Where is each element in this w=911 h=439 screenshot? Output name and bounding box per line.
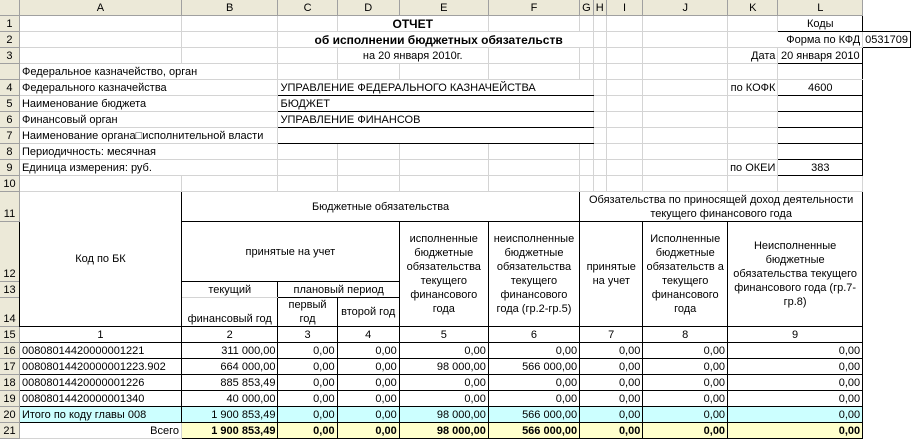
column-header-a[interactable]: A — [19, 0, 181, 16]
periodicity-label: Периодичность: месячная — [19, 144, 278, 160]
bk-code-cell[interactable]: 00808014420000001340 — [19, 391, 181, 407]
row-header[interactable]: 9 — [0, 160, 19, 176]
fin-org-label: Финансовый орган — [19, 112, 278, 128]
row-header[interactable]: 16 — [0, 343, 19, 359]
unexecuted2-header: Неисполненные бюджетные обязательства текущего финансового года (гр.7-гр.8) — [728, 222, 863, 327]
current-year-header-2: финансовый год — [181, 298, 278, 327]
row-header[interactable]: 6 — [0, 112, 19, 128]
accepted-header: принятые на учет — [181, 222, 399, 282]
subtotal-row — [0, 407, 911, 423]
column-header-f[interactable]: F — [488, 0, 579, 16]
value-cell[interactable]: 0,00 — [488, 343, 579, 359]
exec-org-value[interactable] — [278, 128, 593, 144]
okei-label: по ОКЕИ — [728, 160, 778, 176]
col-number: 9 — [728, 327, 863, 343]
unit-label: Единица измерения: руб. — [19, 160, 278, 176]
forma-value[interactable]: 0531709 — [863, 32, 911, 48]
value-cell[interactable]: 885 853,49 — [181, 375, 278, 391]
column-header-row — [0, 0, 911, 16]
executed-header: исполненные бюджетные обязательства текущего финансового года — [399, 222, 488, 327]
column-header-k[interactable]: K — [728, 0, 778, 16]
row-header[interactable]: 21 — [0, 423, 19, 439]
value-cell[interactable]: 0,00 — [399, 343, 488, 359]
sheet-row — [0, 32, 911, 48]
total-cell[interactable]: 1 900 853,49 — [181, 423, 278, 439]
row-header[interactable]: 20 — [0, 407, 19, 423]
sheet-row — [0, 128, 911, 144]
col-number: 7 — [580, 327, 643, 343]
value-cell[interactable]: 0,00 — [580, 391, 643, 407]
total-cell[interactable]: 0,00 — [643, 423, 728, 439]
info-fk-value[interactable]: УПРАВЛЕНИЕ ФЕДЕРАЛЬНОГО КАЗНАЧЕЙСТВА — [278, 80, 593, 96]
total-row — [0, 423, 911, 439]
value-cell[interactable]: 0,00 — [278, 359, 337, 375]
budget-name-value[interactable]: БЮДЖЕТ — [278, 96, 593, 112]
table-row — [0, 359, 911, 375]
value-cell[interactable]: 566 000,00 — [488, 359, 579, 375]
info-fk-label-2: Федерального казначейства — [19, 80, 278, 96]
first-year-header: первый год — [278, 298, 337, 327]
row-header[interactable]: 1 — [0, 16, 19, 32]
column-header-e[interactable]: E — [399, 0, 488, 16]
column-header-l[interactable]: L — [778, 0, 863, 16]
row-header[interactable]: 5 — [0, 96, 19, 112]
date-value[interactable]: 20 января 2010 — [778, 48, 863, 64]
codes-header: Коды — [778, 16, 863, 32]
column-header-c[interactable]: C — [278, 0, 337, 16]
value-cell[interactable]: 0,00 — [643, 343, 728, 359]
income-obl-header: Обязательства по приносящей доход деятельности текущего финансового года — [580, 192, 863, 222]
second-year-header: второй год — [337, 298, 399, 327]
row-header[interactable]: 15 — [0, 327, 19, 343]
value-cell[interactable]: 0,00 — [337, 359, 399, 375]
row-header[interactable]: 13 — [0, 282, 19, 298]
exec-org-label: Наименование органа□исполнительной власти — [19, 128, 278, 144]
value-cell[interactable]: 0,00 — [728, 343, 863, 359]
column-header-j[interactable]: J — [643, 0, 728, 16]
value-cell[interactable]: 98 000,00 — [399, 359, 488, 375]
subtotal-cell[interactable]: 0,00 — [337, 407, 399, 423]
report-title: ОТЧЕТ — [337, 16, 488, 32]
value-cell[interactable]: 40 000,00 — [181, 391, 278, 407]
subtotal-cell[interactable]: 0,00 — [728, 407, 863, 423]
subtotal-cell[interactable]: 566 000,00 — [488, 407, 579, 423]
bk-code-cell[interactable]: 00808014420000001226 — [19, 375, 181, 391]
row-header[interactable]: 10 — [0, 176, 19, 192]
info-fk-label: Федеральное казначейство, орган — [19, 64, 278, 80]
row-header[interactable]: 7 — [0, 128, 19, 144]
table-row — [0, 391, 911, 407]
subtotal-cell[interactable]: 98 000,00 — [399, 407, 488, 423]
row-header[interactable]: 17 — [0, 359, 19, 375]
total-label[interactable]: Всего — [19, 423, 181, 439]
sheet-row — [0, 64, 911, 80]
accepted2-header: принятые на учет — [580, 222, 643, 327]
value-cell[interactable]: 0,00 — [728, 375, 863, 391]
row-header[interactable]: 12 — [0, 222, 19, 282]
bk-code-cell[interactable]: 00808014420000001223.902 — [19, 359, 181, 375]
date-label: Дата — [728, 48, 778, 64]
column-header-h[interactable]: H — [593, 0, 606, 16]
table-row — [0, 343, 911, 359]
sheet-row — [0, 80, 911, 96]
subtotal-label[interactable]: Итого по коду главы 008 — [19, 407, 181, 423]
current-year-header: текущий — [181, 282, 278, 298]
value-cell[interactable]: 0,00 — [399, 375, 488, 391]
subtotal-cell[interactable]: 0,00 — [643, 407, 728, 423]
total-cell[interactable]: 0,00 — [728, 423, 863, 439]
subtotal-cell[interactable]: 1 900 853,49 — [181, 407, 278, 423]
value-cell[interactable]: 0,00 — [728, 359, 863, 375]
unexecuted-header: неисполненные бюджетные обязательства текущего финансового года (гр.2-гр.5) — [488, 222, 579, 327]
value-cell[interactable]: 311 000,00 — [181, 343, 278, 359]
fin-org-value[interactable]: УПРАВЛЕНИЕ ФИНАНСОВ — [278, 112, 593, 128]
subtotal-cell[interactable]: 0,00 — [580, 407, 643, 423]
total-cell[interactable]: 98 000,00 — [399, 423, 488, 439]
total-cell[interactable]: 0,00 — [278, 423, 337, 439]
budget-name-label: Наименование бюджета — [19, 96, 278, 112]
executed2-header: Исполненные бюджетные обязательств а текущего финансового года — [643, 222, 728, 327]
kofk-label: по КОФК — [728, 80, 778, 96]
col-number: 5 — [399, 327, 488, 343]
sheet-row — [0, 327, 911, 343]
plan-period-header: плановый период — [278, 282, 399, 298]
row-header[interactable]: 18 — [0, 375, 19, 391]
value-cell[interactable]: 664 000,00 — [181, 359, 278, 375]
total-cell[interactable]: 0,00 — [580, 423, 643, 439]
sheet-row — [0, 16, 911, 32]
column-header-b[interactable]: B — [181, 0, 278, 16]
value-cell[interactable]: 0,00 — [643, 359, 728, 375]
row-header[interactable]: 8 — [0, 144, 19, 160]
col-number: 2 — [181, 327, 278, 343]
table-row — [0, 375, 911, 391]
value-cell[interactable]: 0,00 — [580, 359, 643, 375]
value-cell[interactable]: 0,00 — [278, 375, 337, 391]
value-cell[interactable]: 0,00 — [643, 375, 728, 391]
kofk-value[interactable]: 4600 — [778, 80, 863, 96]
value-cell[interactable]: 0,00 — [337, 343, 399, 359]
total-cell[interactable]: 0,00 — [337, 423, 399, 439]
value-cell[interactable]: 0,00 — [728, 391, 863, 407]
sheet-row — [0, 48, 911, 64]
value-cell[interactable]: 0,00 — [399, 391, 488, 407]
sheet-row — [0, 112, 911, 128]
sheet-row — [0, 96, 911, 112]
sheet-row — [0, 160, 911, 176]
report-subtitle: об исполнении бюджетных обязательств — [278, 32, 593, 48]
value-cell[interactable]: 0,00 — [278, 343, 337, 359]
column-header-i[interactable]: I — [606, 0, 643, 16]
value-cell[interactable]: 0,00 — [337, 391, 399, 407]
sheet-row — [0, 192, 911, 222]
bk-code-cell[interactable]: 00808014420000001221 — [19, 343, 181, 359]
sheet-row — [0, 176, 911, 192]
select-all-corner[interactable] — [0, 0, 19, 16]
row-header[interactable]: 14 — [0, 298, 19, 327]
total-cell[interactable]: 566 000,00 — [488, 423, 579, 439]
col-number: 4 — [337, 327, 399, 343]
col-number: 3 — [278, 327, 337, 343]
value-cell[interactable]: 0,00 — [337, 375, 399, 391]
subtotal-cell[interactable]: 0,00 — [278, 407, 337, 423]
value-cell[interactable]: 0,00 — [278, 391, 337, 407]
budget-obl-header: Бюджетные обязательства — [181, 192, 579, 222]
forma-label: Форма по КФД — [728, 32, 863, 48]
value-cell[interactable]: 0,00 — [488, 391, 579, 407]
col-number: 6 — [488, 327, 579, 343]
value-cell[interactable]: 0,00 — [580, 375, 643, 391]
row-header[interactable]: 2 — [0, 32, 19, 48]
kod-bk-header: Код по БК — [19, 192, 181, 327]
row-header[interactable]: 11 — [0, 192, 19, 222]
col-number: 1 — [19, 327, 181, 343]
value-cell[interactable]: 0,00 — [488, 375, 579, 391]
column-header-g[interactable]: G — [580, 0, 594, 16]
row-header[interactable]: 3 — [0, 48, 19, 64]
row-header[interactable]: 19 — [0, 391, 19, 407]
sheet-row — [0, 144, 911, 160]
value-cell[interactable]: 0,00 — [580, 343, 643, 359]
report-date: на 20 января 2010г. — [337, 48, 488, 64]
row-header[interactable]: 4 — [0, 80, 19, 96]
column-header-d[interactable]: D — [337, 0, 399, 16]
col-number: 8 — [643, 327, 728, 343]
okei-value[interactable]: 383 — [778, 160, 863, 176]
value-cell[interactable]: 0,00 — [643, 391, 728, 407]
